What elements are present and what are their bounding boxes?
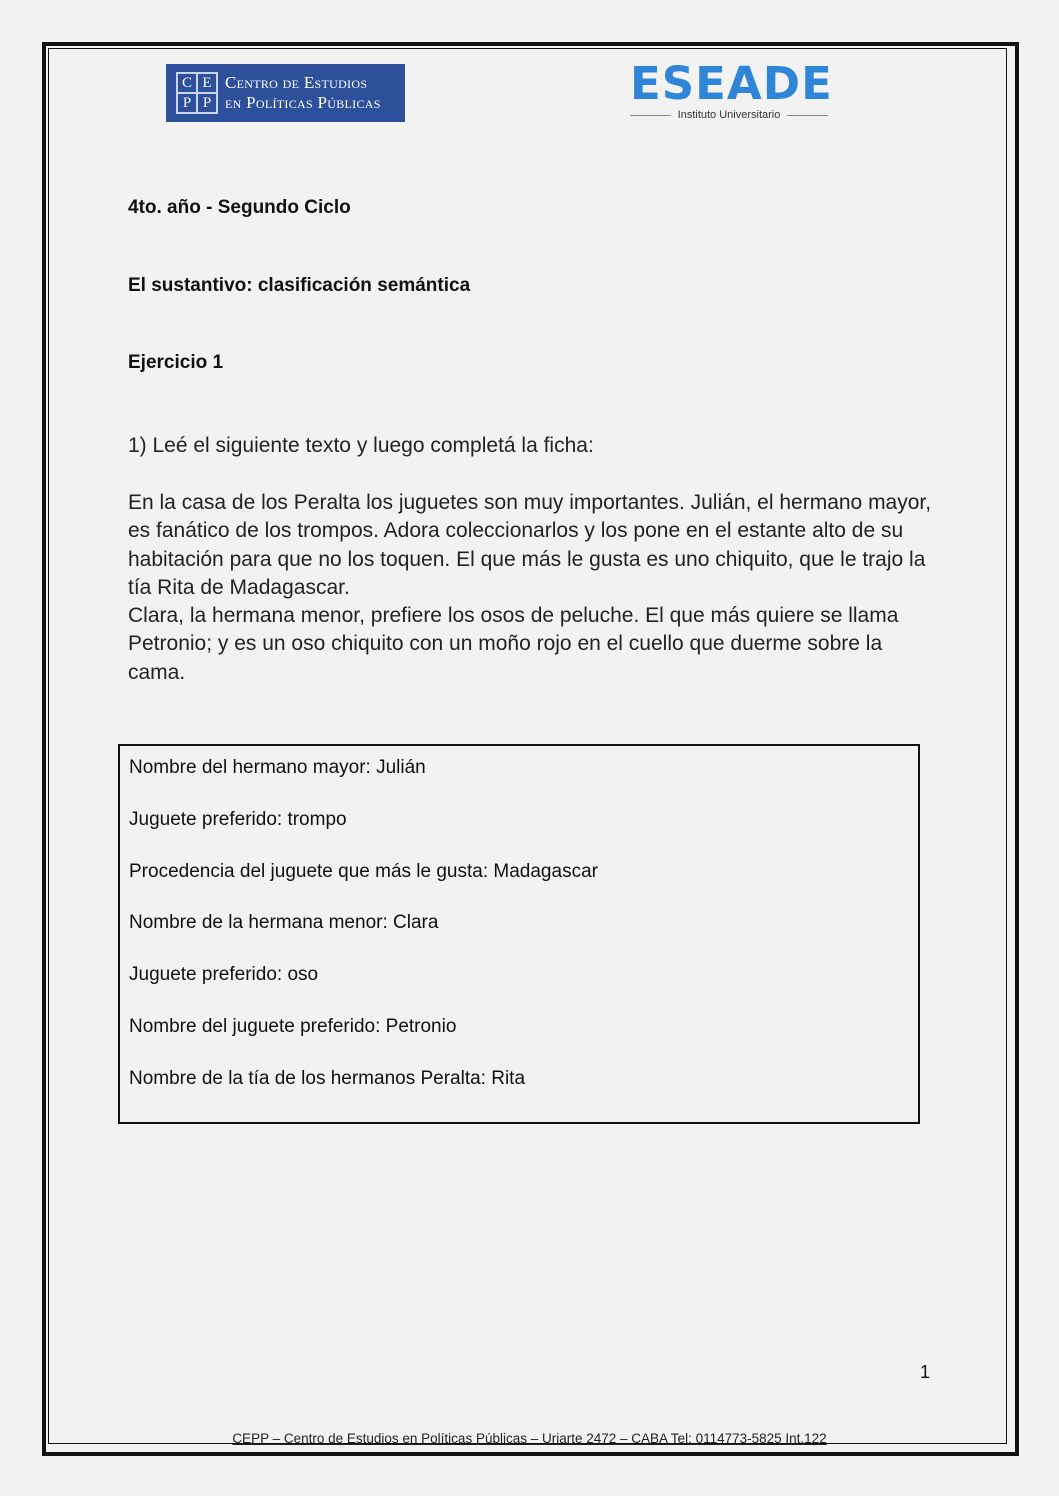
divider	[630, 115, 671, 116]
cepp-grid-letter: P	[177, 93, 197, 113]
cepp-logo-grid	[176, 72, 218, 114]
cepp-logo-text	[225, 73, 381, 113]
eseade-logo-subtitle: Instituto Universitario	[677, 109, 781, 121]
eseade-logo	[630, 57, 833, 124]
answer-row: Nombre de la tía de los hermanos Peralta: Rita	[129, 1068, 526, 1089]
cepp-logo-line1: Centro de Estudios	[225, 73, 368, 92]
instruction-text: 1) Leé el siguiente texto y luego completá la ficha:	[128, 434, 594, 457]
answer-row: Juguete preferido: oso	[129, 964, 319, 985]
passage-paragraph: En la casa de los Peralta los juguetes son muy importantes. Julián, el hermano mayor, es fanático de los trompos. Adora coleccionarlos y los pone en el estante alto de su habitación para que no los toquen. El que más le gusta es uno chiquito, que le trajo la tía Rita de Madagascar.	[128, 491, 932, 599]
answer-row: Procedencia del juguete que más le gusta: Madagascar	[129, 861, 598, 882]
page-number: 1	[920, 1362, 931, 1382]
topic-heading: El sustantivo: clasificación semántica	[128, 275, 471, 296]
answer-row: Nombre de la hermana menor: Clara	[129, 912, 439, 933]
reading-passage	[128, 489, 938, 687]
footer-text: CEPP – Centro de Estudios en Políticas Públicas – Uriarte 2472 – CABA Tel: 0114773-5825 Int.122	[232, 1431, 827, 1446]
course-level-heading: 4to. año - Segundo Ciclo	[128, 197, 351, 218]
passage-paragraph: Clara, la hermana menor, prefiere los osos de peluche. El que más quiere se llama Petronio; y es un oso chiquito con un moño rojo en el cuello que duerme sobre la cama.	[128, 604, 899, 684]
cepp-grid-letter: E	[197, 73, 217, 93]
cepp-grid-letter: P	[197, 93, 217, 113]
answer-row: Juguete preferido: trompo	[129, 809, 347, 830]
eseade-logo-name: ESEADE	[630, 57, 833, 110]
eseade-logo-subtitle-row	[630, 109, 828, 121]
cepp-logo-line2: en Políticas Públicas	[225, 93, 381, 112]
answer-card	[118, 744, 920, 1124]
answer-row: Nombre del juguete preferido: Petronio	[129, 1016, 457, 1037]
exercise-heading: Ejercicio 1	[128, 352, 224, 373]
cepp-grid-letter: C	[177, 73, 197, 93]
cepp-logo	[166, 64, 405, 122]
divider	[787, 115, 828, 116]
answer-row: Nombre del hermano mayor: Julián	[129, 757, 426, 778]
